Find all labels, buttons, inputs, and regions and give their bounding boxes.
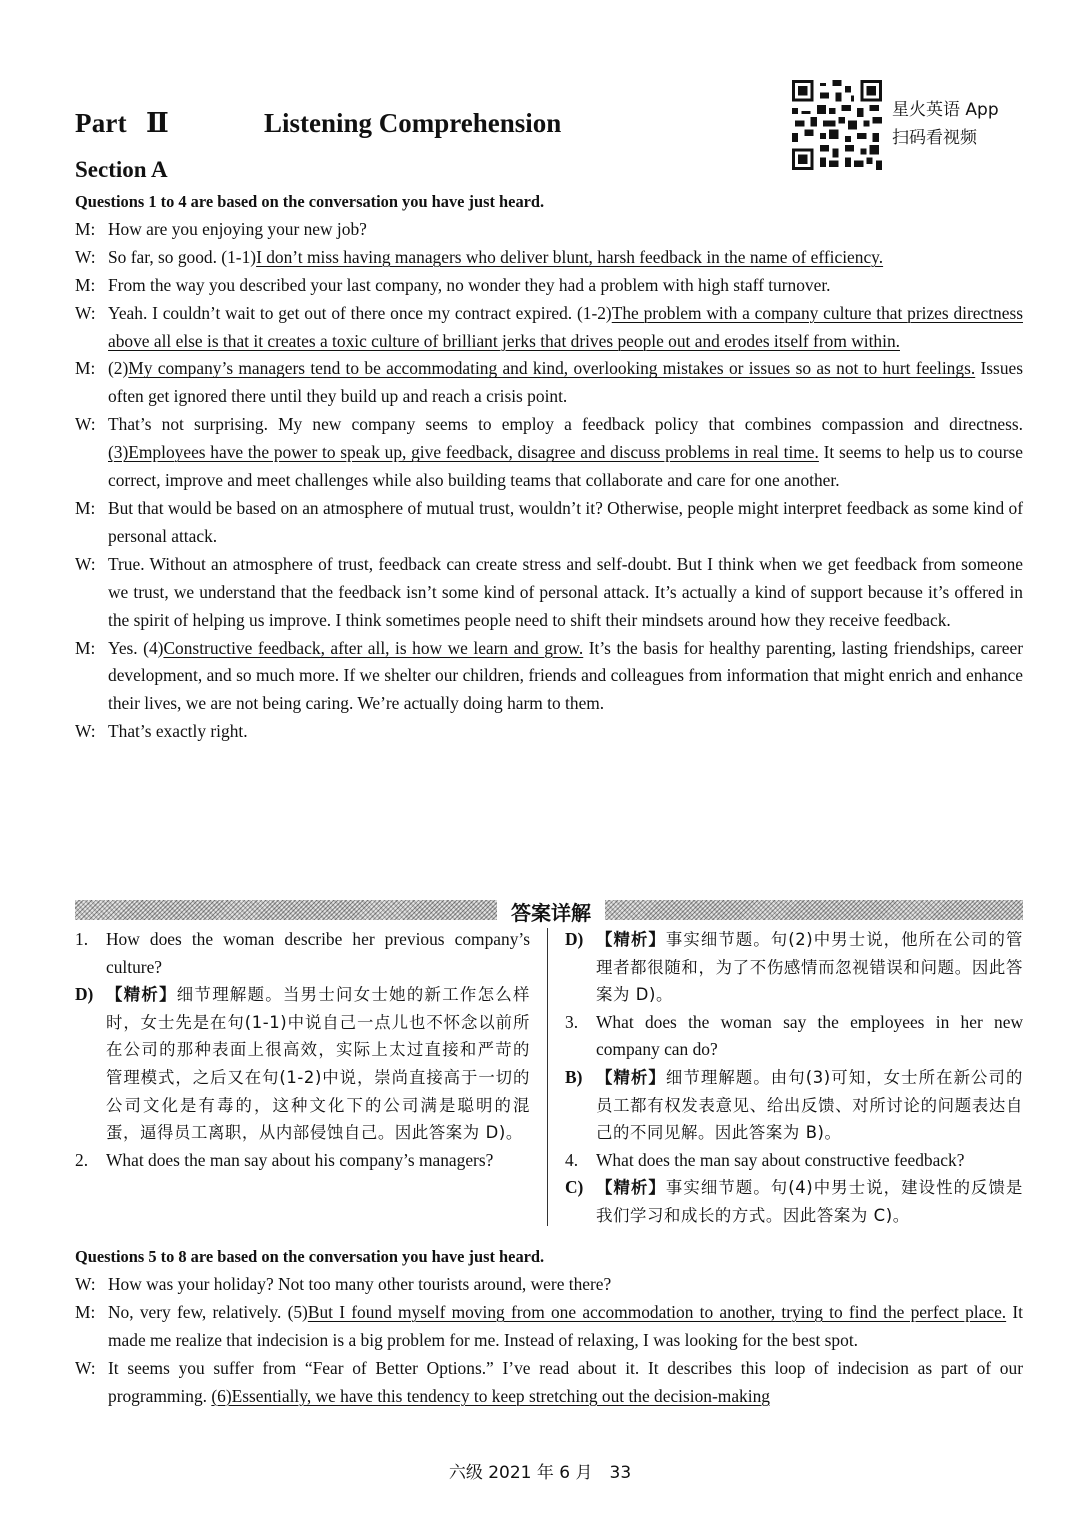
answer-explanation-header (75, 898, 1023, 925)
speaker-label: W: (75, 302, 96, 323)
underlined-key-sentence: I don’t miss having managers who deliver blunt, harsh feedback in the name of efficiency. (256, 246, 884, 267)
answer-explanation (596, 1064, 1023, 1147)
conversation-2 (75, 1243, 1023, 1410)
underlined-key-sentence: (6)Essentially, we have this tendency to keep stretching out the decision-making (211, 1385, 770, 1406)
dialogue-text (108, 272, 1023, 300)
dialogue-segment: That’s exactly right. (108, 721, 248, 742)
answer-explanation (106, 981, 530, 1147)
conversation-2-intro: Questions 5 to 8 are based on the conversation you have just heard. (75, 1247, 545, 1266)
dialogue-text (108, 1355, 1023, 1411)
dialogue-line (75, 355, 1023, 411)
dialogue-line (75, 244, 1023, 272)
dialogue-segment: How was your holiday? Not too many other tourists around, were there? (108, 1273, 612, 1294)
dialogue-text (108, 355, 1023, 411)
dialogue-segment: True. Without an atmosphere of trust, feedback can create stress and self-doubt. But I think when we get feedback from someone we trust, we understand that the feedback isn’t some kind of personal attack. It’s actually a kind of support because it’s offered in the spirit of helping us improve. I think sometimes people need to shift their mindsets around how they receive feedback. (108, 553, 1023, 630)
answer-choice: C) (565, 1177, 584, 1198)
dialogue-line (75, 411, 1023, 495)
dialogue-text (108, 1299, 1023, 1355)
dialogue-line (75, 1355, 1023, 1411)
answers-right-column (565, 926, 1023, 1230)
question-text: What does the man say about constructive feedback? (596, 1149, 965, 1170)
question-text: How does the woman describe her previous company’s culture? (106, 929, 530, 977)
column-divider (547, 928, 548, 1226)
dialogue-text (108, 411, 1023, 495)
conversation-1-lines (75, 216, 1023, 746)
speaker-label: M: (75, 1301, 96, 1322)
answer-choice: D) (565, 929, 584, 949)
explanation-text: 事实细节题。句(2)中男士说，他所在公司的管理者都很随和，为了不伤感情而忽视错误和问题。因此答案为 D)。 (596, 930, 1024, 1005)
dialogue-segment: (2) (108, 358, 129, 379)
answer-choice: D) (75, 984, 94, 1005)
speaker-label: W: (75, 553, 96, 574)
dialogue-line (75, 495, 1023, 551)
underlined-key-sentence: But I found myself moving from one accommodation to another, trying to find the perfect place. (307, 1301, 1007, 1322)
question-item (75, 926, 530, 981)
underlined-key-sentence: Constructive feedback, after all, is how we learn and grow. (163, 637, 584, 658)
dialogue-segment: It made me realize that indecision is a big problem for me. Instead of relaxing, I was looking for the best spot. (108, 1301, 1023, 1350)
dialogue-text (108, 551, 1023, 635)
dialogue-text (108, 635, 1023, 719)
question-text: What does the man say about his company’s managers? (106, 1149, 494, 1170)
speaker-label: M: (75, 358, 96, 379)
speaker-label: W: (75, 246, 96, 267)
dialogue-line (75, 718, 1023, 746)
dialogue-text (108, 1271, 1023, 1299)
answer-explanation-label: 答案详解 (511, 901, 591, 925)
speaker-label: M: (75, 274, 96, 295)
analysis-tag: 【精析】 (596, 930, 666, 949)
question-number: 4. (565, 1149, 579, 1170)
dialogue-segment: Yeah. I couldn’t wait to get out of there once my contract expired. (1-2) (108, 302, 612, 323)
section-heading: Section A (75, 157, 168, 182)
speaker-label: W: (75, 414, 96, 435)
answer-item (565, 926, 1023, 1009)
dialogue-line (75, 300, 1023, 356)
dialogue-line (75, 272, 1023, 300)
dialogue-line (75, 216, 1023, 244)
answer-choice: B) (565, 1066, 583, 1087)
dialogue-text (108, 718, 1023, 746)
part-number: Ⅱ (146, 108, 169, 138)
analysis-tag: 【精析】 (596, 1067, 666, 1087)
dialogue-segment: It’s the basis for healthy parenting, lasting friendships, career development, and so much more. If we shelter our children, friends and colleagues from information that might enrich and enhance their lives, we are not being caring. We’re actually doing harm to them. (108, 637, 1023, 714)
dialogue-text (108, 300, 1023, 356)
dialogue-segment: But that would be based on an atmosphere of mutual trust, wouldn’t it? Otherwise, people might interpret feedback as some kind of personal attack. (108, 497, 1023, 546)
speaker-label: W: (75, 721, 96, 742)
header-pattern-right (605, 900, 1023, 920)
dialogue-line (75, 1299, 1023, 1355)
dialogue-segment: It seems you suffer from “Fear of Better Options.” I’ve read about it. It describes this loop of indecision as part of our programming. (108, 1357, 1023, 1406)
analysis-tag: 【精析】 (106, 985, 177, 1005)
question-item (75, 1147, 530, 1175)
dialogue-segment: Issues often get ignored there until they build up and reach a crisis point. (108, 358, 1024, 407)
answer-item (75, 981, 530, 1147)
speaker-label: M: (75, 497, 96, 518)
explanation-text: 事实细节题。句(4)中男士说，建设性的反馈是我们学习和成长的方式。因此答案为 C)。 (596, 1178, 1024, 1225)
underlined-key-sentence: (3)Employees have the power to speak up, give feedback, disagree and discuss problems in real time. (108, 442, 819, 463)
dialogue-line (75, 635, 1023, 719)
conversation-1 (75, 188, 1023, 746)
dialogue-segment: No, very few, relatively. (5) (108, 1301, 308, 1322)
analysis-tag: 【精析】 (596, 1178, 666, 1198)
dialogue-line (75, 551, 1023, 635)
part-label: Part (75, 108, 127, 138)
dialogue-segment: Yes. (4) (108, 637, 164, 658)
dialogue-text (108, 244, 1023, 272)
answer-explanation (596, 926, 1023, 1009)
dialogue-text (108, 216, 1023, 244)
dialogue-segment: So far, so good. (1-1) (108, 246, 257, 267)
dialogue-line (75, 1271, 1023, 1299)
conversation-2-lines (75, 1271, 1023, 1411)
explanation-text: 细节理解题。当男士问女士她的新工作怎么样时，女士先是在句(1-1)中说自己一点儿也不怀念以前所在公司的那种表面上很高效，实际上太过直接和严苛的管理模式，之后又在句(1-2)中说，崇尚直接高于一切的公司文化是有毒的，这种文化下的公司满是聪明的混蛋，逼得员工离职，从内部侵蚀自己。因此答案为 D)。 (106, 985, 531, 1143)
qr-caption-video: 扫码看视频 (892, 128, 977, 148)
answer-item (565, 1064, 1023, 1147)
explanation-text: 细节理解题。由句(3)可知，女士所在新公司的员工都有权发表意见、给出反馈、对所讨论的问题表达自己的不同见解。因此答案为 B)。 (596, 1067, 1024, 1143)
speaker-label: W: (75, 1273, 96, 1294)
qr-caption (892, 96, 999, 152)
underlined-key-sentence: The problem with a company culture that prizes directness above all else is that it creates a toxic culture of brilliant jerks that drives people out and erodes itself from within. (108, 302, 1023, 351)
speaker-label: M: (75, 637, 96, 658)
answer-explanation (596, 1174, 1023, 1229)
qr-code-icon (792, 80, 882, 170)
underlined-key-sentence: My company’s managers tend to be accommodating and kind, overlooking mistakes or issues so as not to hurt feelings. (128, 358, 976, 379)
speaker-label: W: (75, 1357, 96, 1378)
page-footer: 六级 2021 年 6 月 33 (448, 1463, 632, 1483)
speaker-label: M: (75, 218, 96, 239)
dialogue-segment: From the way you described your last company, no wonder they had a problem with high staff turnover. (108, 274, 831, 295)
answers-left-column (75, 926, 530, 1174)
header-pattern-left (75, 900, 497, 920)
dialogue-segment: That’s not surprising. My new company seems to employ a feedback policy that combines compassion and directness. (108, 414, 1023, 435)
dialogue-text (108, 495, 1023, 551)
dialogue-segment: How are you enjoying your new job? (108, 218, 367, 239)
conversation-1-intro: Questions 1 to 4 are based on the conversation you have just heard. (75, 192, 545, 211)
qr-caption-app: 星火英语 App (892, 100, 999, 120)
question-item (565, 1009, 1023, 1064)
answer-item (565, 1174, 1023, 1229)
question-number: 3. (565, 1011, 579, 1032)
dialogue-segment: It seems to help us to course correct, improve and meet challenges while also building teams that collaborate and care for one another. (108, 442, 1024, 491)
question-text: What does the woman say the employees in her new company can do? (596, 1011, 1023, 1060)
question-number: 2. (75, 1149, 89, 1170)
part-heading: Listening Comprehension (264, 108, 562, 138)
question-number: 1. (75, 929, 89, 949)
question-item (565, 1147, 1023, 1175)
